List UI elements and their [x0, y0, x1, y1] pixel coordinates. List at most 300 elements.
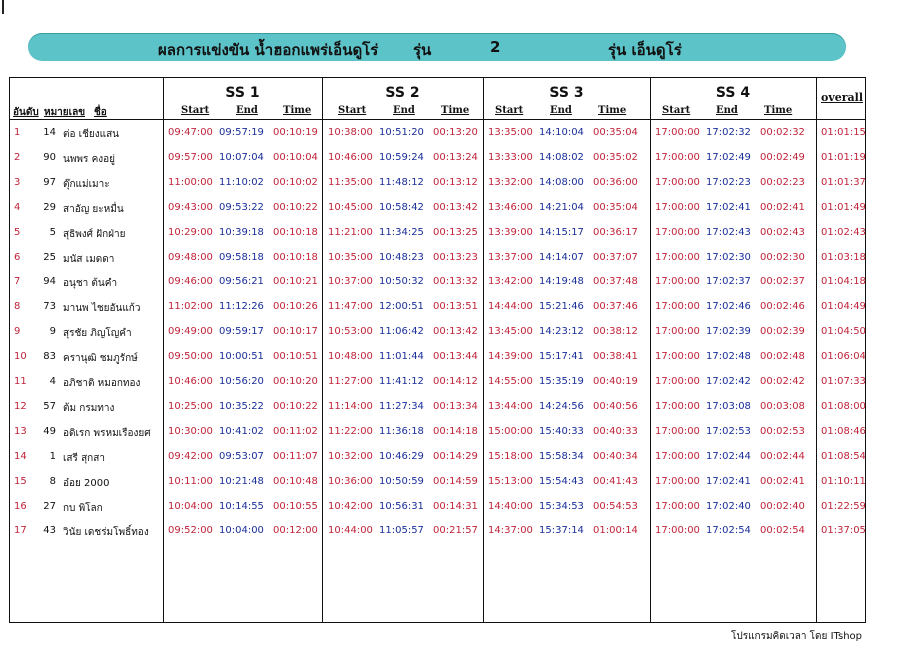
rank-cell: 14 [14, 450, 27, 462]
ss3-start-cell: 14:39:00 [488, 351, 533, 363]
ss1-end-cell: 09:58:18 [219, 251, 264, 263]
overall-cell: 01:01:15 [821, 127, 866, 138]
ss2-time-cell: 00:13:23 [433, 251, 478, 263]
ss3-end-cell: 15:21:46 [539, 301, 584, 313]
header-divider [10, 119, 865, 120]
scan-mark [2, 0, 4, 14]
ss3-end-header: End [550, 105, 572, 116]
ss3-time-cell: 00:35:04 [593, 127, 638, 138]
ss1-time-cell: 00:10:48 [273, 475, 318, 487]
overall-cell: 01:07:33 [821, 376, 866, 387]
stage-title-ss1: SS 1 [225, 85, 260, 101]
ss1-end-cell: 10:14:55 [219, 500, 264, 512]
ss3-end-cell: 14:14:07 [539, 251, 584, 263]
racer-name-cell: อนุชา ต้นคำ [63, 278, 118, 290]
rank-cell: 10 [14, 351, 27, 363]
ss1-time-cell: 00:10:20 [273, 376, 318, 387]
ss1-time-cell: 00:10:18 [273, 251, 318, 263]
ss3-time-cell: 00:37:07 [593, 251, 638, 263]
ss1-start-cell: 11:00:00 [168, 176, 213, 188]
racer-name-cell: อ๋อย 2000 [63, 477, 110, 489]
ss3-time-cell: 00:54:53 [593, 500, 638, 512]
ss4-start-header: Start [662, 105, 691, 116]
ss4-start-cell: 17:00:00 [655, 201, 700, 213]
ss2-end-cell: 12:00:51 [379, 301, 424, 313]
ss2-start-cell: 11:14:00 [328, 400, 373, 412]
overall-cell: 01:08:00 [821, 400, 866, 412]
ss4-start-cell: 17:00:00 [655, 251, 700, 263]
racer-number-cell: 4 [49, 376, 56, 387]
ss1-time-cell: 00:10:17 [273, 326, 318, 338]
ss2-time-cell: 00:13:20 [433, 127, 478, 138]
ss2-time-cell: 00:13:25 [433, 226, 478, 238]
ss3-time-cell: 00:38:12 [593, 326, 638, 338]
ss3-start-cell: 13:37:00 [488, 251, 533, 263]
ss4-end-cell: 17:02:39 [706, 326, 751, 338]
ss3-time-cell: 00:40:33 [593, 425, 638, 437]
ss1-start-cell: 09:47:00 [168, 127, 213, 138]
ss1-start-cell: 09:49:00 [168, 326, 213, 338]
racer-number-cell: 90 [43, 151, 56, 163]
table-row [10, 447, 867, 472]
overall-cell: 01:01:19 [821, 151, 866, 163]
ss4-end-cell: 17:02:41 [706, 475, 751, 487]
ss2-start-cell: 10:53:00 [328, 326, 373, 338]
ss1-time-cell: 00:10:55 [273, 500, 318, 512]
ss1-time-cell: 00:11:07 [273, 450, 318, 462]
ss1-end-cell: 10:00:51 [219, 351, 264, 363]
class-name: รุ่น เอ็นดูโร่ [608, 41, 682, 59]
ss1-start-cell: 09:48:00 [168, 251, 213, 263]
racer-name-cell: กบ พิโลก [63, 502, 103, 514]
ss2-start-cell: 10:38:00 [328, 127, 373, 138]
ss1-end-header: End [236, 105, 258, 116]
ss1-end-cell: 09:57:19 [219, 127, 264, 138]
table-row [10, 497, 867, 522]
ss1-time-cell: 00:11:02 [273, 425, 318, 437]
ss4-time-cell: 00:02:32 [760, 127, 805, 138]
rank-cell: 11 [14, 376, 27, 387]
overall-cell: 01:10:11 [821, 475, 866, 487]
ss4-start-cell: 17:00:00 [655, 176, 700, 188]
ss1-time-cell: 00:10:02 [273, 176, 318, 188]
ss1-end-cell: 10:56:20 [219, 376, 264, 387]
ss4-end-header: End [716, 105, 738, 116]
ss4-start-cell: 17:00:00 [655, 127, 700, 138]
racer-name-cell: ครานุฒิ ชมภูรักษ์ [63, 353, 138, 365]
overall-cell: 01:03:18 [821, 251, 866, 263]
ss2-time-cell: 00:13:44 [433, 351, 478, 363]
ss4-end-cell: 17:02:54 [706, 525, 751, 537]
ss4-end-cell: 17:02:40 [706, 500, 751, 512]
ss4-start-cell: 17:00:00 [655, 525, 700, 537]
ss1-end-cell: 10:39:18 [219, 226, 264, 238]
ss2-start-cell: 10:35:00 [328, 251, 373, 263]
overall-cell: 01:08:54 [821, 450, 866, 462]
ss2-start-cell: 10:42:00 [328, 500, 373, 512]
racer-name-cell: อภิชาติ หมอกทอง [63, 378, 141, 389]
ss4-end-cell: 17:02:43 [706, 226, 751, 238]
ss1-start-cell: 09:57:00 [168, 151, 213, 163]
class-number: 2 [490, 38, 501, 56]
ss3-end-cell: 15:40:33 [539, 425, 584, 437]
ss1-start-cell: 10:30:00 [168, 425, 213, 437]
class-label: รุ่น [413, 41, 432, 59]
table-row [10, 123, 867, 148]
ss4-start-cell: 17:00:00 [655, 400, 700, 412]
ss2-end-cell: 10:46:29 [379, 450, 424, 462]
ss4-time-cell: 00:02:43 [760, 226, 805, 238]
ss2-end-cell: 10:56:31 [379, 500, 424, 512]
ss1-time-cell: 00:10:04 [273, 151, 318, 163]
ss2-time-header: Time [441, 105, 470, 116]
ss1-end-cell: 10:35:22 [219, 400, 264, 412]
overall-cell: 01:04:49 [821, 301, 866, 313]
ss3-end-cell: 14:15:17 [539, 226, 584, 238]
rank-cell: 1 [14, 127, 21, 138]
ss4-end-cell: 17:02:53 [706, 425, 751, 437]
rank-cell: 13 [14, 425, 27, 437]
racer-name-cell: เสรี สุกสา [63, 452, 105, 464]
table-row [10, 521, 867, 546]
racer-name-cell: ต้ม กรมทาง [63, 402, 115, 414]
ss3-time-cell: 00:38:41 [593, 351, 638, 363]
ss2-end-header: End [393, 105, 415, 116]
ss2-start-cell: 10:36:00 [328, 475, 373, 487]
ss2-time-cell: 00:13:42 [433, 326, 478, 338]
racer-name-cell: นพพร คงอยู่ [63, 153, 116, 165]
ss2-end-cell: 10:59:24 [379, 151, 424, 163]
ss3-start-cell: 14:44:00 [488, 301, 533, 313]
racer-name-cell: ตุ๊กแม่เมาะ [63, 178, 110, 190]
rank-cell: 5 [14, 226, 21, 238]
ss4-start-cell: 17:00:00 [655, 326, 700, 338]
racer-name-cell: อดิเรก พรหมเรืองยศ [63, 427, 151, 439]
ss3-end-cell: 14:24:56 [539, 400, 584, 412]
ss2-start-cell: 11:27:00 [328, 376, 373, 387]
racer-number-cell: 5 [49, 226, 56, 238]
table-row [10, 347, 867, 372]
rank-cell: 9 [14, 326, 21, 338]
ss3-start-cell: 13:46:00 [488, 201, 533, 213]
ss2-start-cell: 10:45:00 [328, 201, 373, 213]
ss3-time-cell: 00:37:48 [593, 276, 638, 288]
ss1-start-cell: 09:43:00 [168, 201, 213, 213]
racer-name-cell: สาอัญ ยะหมื่น [63, 203, 124, 215]
ss3-end-cell: 14:23:12 [539, 326, 584, 338]
ss3-start-cell: 13:44:00 [488, 400, 533, 412]
ss1-time-cell: 00:10:21 [273, 276, 318, 288]
ss3-start-cell: 15:13:00 [488, 475, 533, 487]
ss2-start-cell: 10:32:00 [328, 450, 373, 462]
ss4-start-cell: 17:00:00 [655, 376, 700, 387]
ss4-end-cell: 17:03:08 [706, 400, 751, 412]
ss3-start-cell: 13:45:00 [488, 326, 533, 338]
event-title: ผลการแข่งขัน น้ำฮอกแพร่เอ็นดูโร่ [158, 41, 379, 59]
rank-cell: 17 [14, 525, 27, 537]
ss3-time-cell: 00:40:56 [593, 400, 638, 412]
ss1-start-cell: 10:25:00 [168, 400, 213, 412]
ss3-start-cell: 13:35:00 [488, 127, 533, 138]
ss3-end-cell: 15:37:14 [539, 525, 584, 537]
ss1-time-cell: 00:10:19 [273, 127, 318, 138]
ss1-time-cell: 00:10:26 [273, 301, 318, 313]
ss4-time-cell: 00:02:44 [760, 450, 805, 462]
ss1-start-cell: 09:52:00 [168, 525, 213, 537]
ss1-start-cell: 09:42:00 [168, 450, 213, 462]
rank-header: อันดับ [13, 107, 39, 118]
ss4-start-cell: 17:00:00 [655, 276, 700, 288]
ss1-time-header: Time [283, 105, 312, 116]
table-row [10, 198, 867, 223]
ss1-start-cell: 10:04:00 [168, 500, 213, 512]
ss4-end-cell: 17:02:48 [706, 351, 751, 363]
ss3-end-cell: 14:21:04 [539, 201, 584, 213]
ss3-start-header: Start [495, 105, 524, 116]
racer-name-cell: สุรชัย ภิญโญคำ [63, 328, 132, 340]
ss1-start-cell: 10:46:00 [168, 376, 213, 387]
ss1-end-cell: 09:53:22 [219, 201, 264, 213]
racer-number-cell: 14 [43, 127, 56, 138]
ss2-end-cell: 11:48:12 [379, 176, 424, 188]
ss4-end-cell: 17:02:37 [706, 276, 751, 288]
ss3-start-cell: 14:40:00 [488, 500, 533, 512]
ss2-start-cell: 11:22:00 [328, 425, 373, 437]
ss2-start-cell: 10:37:00 [328, 276, 373, 288]
rank-cell: 8 [14, 301, 21, 313]
rank-cell: 2 [14, 151, 21, 163]
rank-cell: 3 [14, 176, 21, 188]
name-header: ชื่อ [94, 107, 107, 118]
racer-number-cell: 94 [43, 276, 56, 288]
ss3-start-cell: 13:33:00 [488, 151, 533, 163]
stage-title-ss3: SS 3 [549, 85, 584, 101]
ss4-time-cell: 00:02:46 [760, 301, 805, 313]
ss4-end-cell: 17:02:49 [706, 151, 751, 163]
ss4-time-cell: 00:02:30 [760, 251, 805, 263]
ss3-end-cell: 15:35:19 [539, 376, 584, 387]
ss4-start-cell: 17:00:00 [655, 475, 700, 487]
overall-cell: 01:04:18 [821, 276, 866, 288]
ss3-time-cell: 00:37:46 [593, 301, 638, 313]
overall-header: overall [821, 91, 864, 104]
stage-title-ss2: SS 2 [385, 85, 420, 101]
table-row [10, 472, 867, 497]
ss3-start-cell: 13:39:00 [488, 226, 533, 238]
racer-name-cell: มานพ ไชยอันแก้ว [63, 303, 141, 315]
results-table [9, 77, 866, 623]
ss4-time-cell: 00:02:41 [760, 201, 805, 213]
table-row [10, 248, 867, 273]
ss2-end-cell: 10:51:20 [379, 127, 424, 138]
ss2-time-cell: 00:14:31 [433, 500, 478, 512]
overall-cell: 01:22:59 [821, 500, 866, 512]
ss3-end-cell: 15:34:53 [539, 500, 584, 512]
ss3-end-cell: 14:08:02 [539, 151, 584, 163]
ss4-time-cell: 00:02:23 [760, 176, 805, 188]
racer-name-cell: สุธิพงศ์ ฝักฝ่าย [63, 228, 126, 240]
overall-cell: 01:37:05 [821, 525, 866, 537]
ss2-end-cell: 11:36:18 [379, 425, 424, 437]
ss4-start-cell: 17:00:00 [655, 226, 700, 238]
ss4-start-cell: 17:00:00 [655, 351, 700, 363]
ss2-start-cell: 11:21:00 [328, 226, 373, 238]
rank-cell: 12 [14, 400, 27, 412]
ss2-time-cell: 00:13:51 [433, 301, 478, 313]
racer-number-cell: 29 [43, 201, 56, 213]
ss2-time-cell: 00:13:32 [433, 276, 478, 288]
ss2-end-cell: 10:50:32 [379, 276, 424, 288]
ss1-start-cell: 11:02:00 [168, 301, 213, 313]
ss3-time-cell: 00:40:19 [593, 376, 638, 387]
overall-cell: 01:06:04 [821, 351, 866, 363]
ss3-start-cell: 13:42:00 [488, 276, 533, 288]
ss3-start-cell: 13:32:00 [488, 176, 533, 188]
ss2-end-cell: 10:58:42 [379, 201, 424, 213]
ss4-time-cell: 00:03:08 [760, 400, 805, 412]
ss1-end-cell: 10:04:00 [219, 525, 264, 537]
title-banner [28, 33, 846, 61]
table-row [10, 148, 867, 173]
racer-number-cell: 25 [43, 251, 56, 263]
ss2-time-cell: 00:14:18 [433, 425, 478, 437]
rank-cell: 16 [14, 500, 27, 512]
ss3-start-cell: 15:18:00 [488, 450, 533, 462]
ss2-time-cell: 00:14:59 [433, 475, 478, 487]
racer-number-cell: 83 [43, 351, 56, 363]
ss1-end-cell: 10:41:02 [219, 425, 264, 437]
ss4-time-cell: 00:02:48 [760, 351, 805, 363]
ss1-start-cell: 10:11:00 [168, 475, 213, 487]
ss4-start-cell: 17:00:00 [655, 450, 700, 462]
ss4-end-cell: 17:02:32 [706, 127, 751, 138]
table-row [10, 297, 867, 322]
ss2-end-cell: 10:50:59 [379, 475, 424, 487]
table-row [10, 372, 867, 397]
ss3-time-cell: 01:00:14 [593, 525, 638, 537]
ss4-time-header: Time [764, 105, 793, 116]
ss2-time-cell: 00:14:29 [433, 450, 478, 462]
ss3-end-cell: 14:08:00 [539, 176, 584, 188]
racer-number-cell: 97 [43, 176, 56, 188]
ss3-time-cell: 00:40:34 [593, 450, 638, 462]
ss4-time-cell: 00:02:40 [760, 500, 805, 512]
racer-name-cell: ต่อ เชียงแสน [63, 129, 120, 140]
ss2-end-cell: 11:05:57 [379, 525, 424, 537]
number-header: หมายเลข [44, 107, 86, 118]
ss2-time-cell: 00:21:57 [433, 525, 478, 537]
overall-cell: 01:01:37 [821, 176, 866, 188]
ss2-time-cell: 00:13:24 [433, 151, 478, 163]
ss4-start-cell: 17:00:00 [655, 151, 700, 163]
ss3-time-cell: 00:36:17 [593, 226, 638, 238]
table-row [10, 173, 867, 198]
racer-number-cell: 73 [43, 301, 56, 313]
table-row [10, 322, 867, 347]
ss2-end-cell: 10:48:23 [379, 251, 424, 263]
ss1-end-cell: 10:07:04 [219, 151, 264, 163]
racer-number-cell: 9 [49, 326, 56, 338]
overall-cell: 01:01:49 [821, 201, 866, 213]
ss1-end-cell: 09:53:07 [219, 450, 264, 462]
ss3-end-cell: 14:19:48 [539, 276, 584, 288]
ss2-start-cell: 11:47:00 [328, 301, 373, 313]
ss3-start-cell: 14:55:00 [488, 376, 533, 387]
ss1-time-cell: 00:10:22 [273, 201, 318, 213]
ss1-end-cell: 11:10:02 [219, 176, 264, 188]
rank-cell: 15 [14, 475, 27, 487]
ss3-start-cell: 15:00:00 [488, 425, 533, 437]
table-row [10, 422, 867, 447]
ss3-end-cell: 14:10:04 [539, 127, 584, 138]
ss3-start-cell: 14:37:00 [488, 525, 533, 537]
racer-number-cell: 8 [49, 475, 56, 487]
overall-cell: 01:08:46 [821, 425, 866, 437]
ss4-end-cell: 17:02:30 [706, 251, 751, 263]
overall-cell: 01:04:50 [821, 326, 866, 338]
ss1-end-cell: 10:21:48 [219, 475, 264, 487]
rank-cell: 6 [14, 251, 21, 263]
ss3-time-cell: 00:41:43 [593, 475, 638, 487]
ss4-start-cell: 17:00:00 [655, 500, 700, 512]
ss2-end-cell: 11:41:12 [379, 376, 424, 387]
ss2-end-cell: 11:01:44 [379, 351, 424, 363]
racer-name-cell: วินัย เดชร่มโพธิ์ทอง [63, 527, 149, 539]
ss4-time-cell: 00:02:49 [760, 151, 805, 163]
rank-cell: 7 [14, 276, 21, 288]
racer-number-cell: 49 [43, 425, 56, 437]
ss1-time-cell: 00:10:22 [273, 400, 318, 412]
ss1-end-cell: 09:56:21 [219, 276, 264, 288]
ss2-start-cell: 10:48:00 [328, 351, 373, 363]
ss2-end-cell: 11:06:42 [379, 326, 424, 338]
ss3-end-cell: 15:17:41 [539, 351, 584, 363]
ss2-start-header: Start [338, 105, 367, 116]
ss1-start-cell: 10:29:00 [168, 226, 213, 238]
ss2-start-cell: 11:35:00 [328, 176, 373, 188]
ss4-time-cell: 00:02:42 [760, 376, 805, 387]
ss2-time-cell: 00:13:12 [433, 176, 478, 188]
table-row [10, 397, 867, 422]
ss4-time-cell: 00:02:54 [760, 525, 805, 537]
ss4-time-cell: 00:02:39 [760, 326, 805, 338]
ss2-start-cell: 10:46:00 [328, 151, 373, 163]
footer-credit: โปรแกรมคิดเวลา โดย ITshop [730, 631, 862, 642]
racer-number-cell: 57 [43, 400, 56, 412]
ss4-end-cell: 17:02:41 [706, 201, 751, 213]
ss1-end-cell: 09:59:17 [219, 326, 264, 338]
racer-number-cell: 43 [43, 525, 56, 537]
racer-name-cell: มนัส เมดดา [63, 253, 115, 265]
ss2-end-cell: 11:27:34 [379, 400, 424, 412]
ss4-end-cell: 17:02:44 [706, 450, 751, 462]
stage-title-ss4: SS 4 [715, 85, 751, 101]
ss4-end-cell: 17:02:42 [706, 376, 751, 387]
ss3-time-header: Time [598, 105, 627, 116]
rank-cell: 4 [14, 201, 21, 213]
ss1-time-cell: 00:12:00 [273, 525, 318, 537]
ss1-start-cell: 09:50:00 [168, 351, 213, 363]
table-row [10, 272, 867, 297]
ss4-end-cell: 17:02:46 [706, 301, 751, 313]
table-row [10, 223, 867, 248]
overall-cell: 01:02:43 [821, 226, 866, 238]
ss2-start-cell: 10:44:00 [328, 525, 373, 537]
ss3-end-cell: 15:58:34 [539, 450, 584, 462]
ss1-time-cell: 00:10:51 [273, 351, 318, 363]
ss4-start-cell: 17:00:00 [655, 425, 700, 437]
ss1-start-cell: 09:46:00 [168, 276, 213, 288]
